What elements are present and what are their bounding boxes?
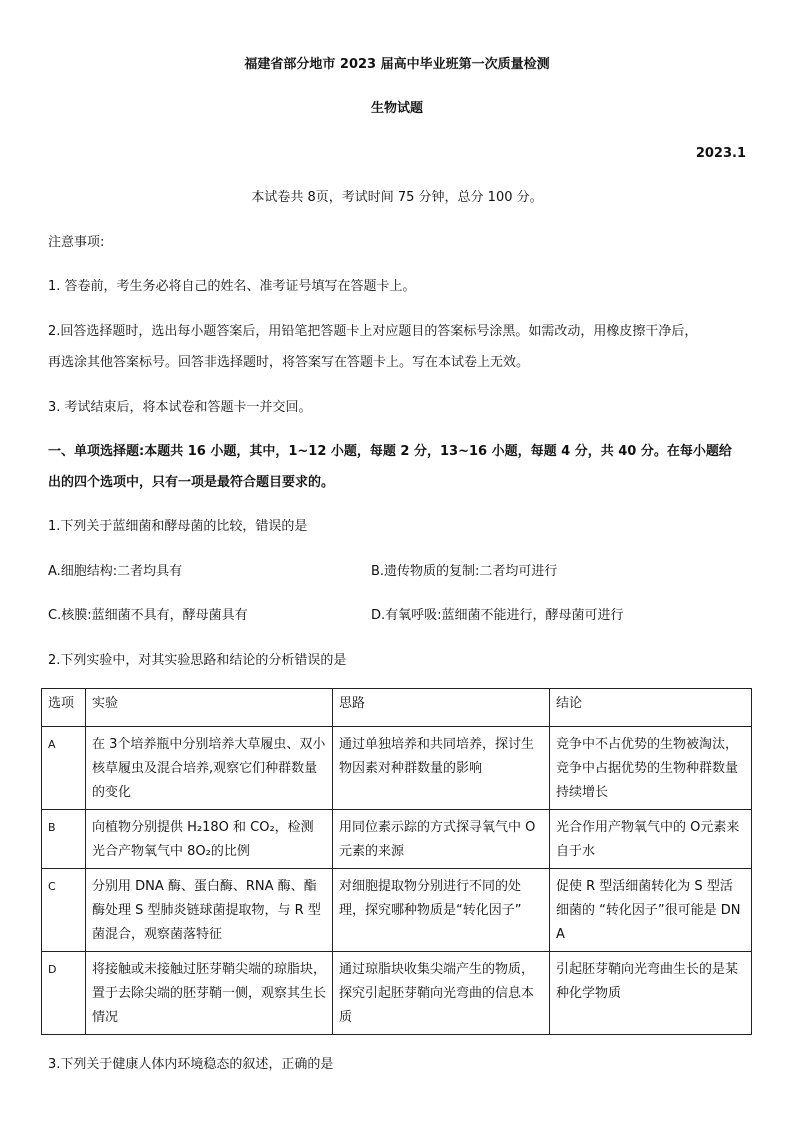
header-experiment: 实验 [86, 689, 333, 727]
experiment-cell: 向植物分别提供 H₂18O 和 CO₂，检测光合产物氧气中 8O₂的比例 [86, 810, 333, 869]
table-header-row [42, 689, 752, 727]
notice-item-3: 3. 考试结束后，将本试卷和答题卡一并交回。 [48, 400, 312, 415]
section-1-line-2: 出的四个选项中，只有一项是最符合题目要求的。 [48, 475, 335, 490]
notice-heading: 注意事项: [48, 235, 105, 250]
conclusion-cell: 促使 R 型活细菌转化为 S 型活细菌的 “转化因子”很可能是 DNA [550, 869, 752, 952]
header-conclusion: 结论 [550, 689, 752, 727]
conclusion-cell: 光合作用产物氧气中的 O元素来自于水 [550, 810, 752, 869]
notice-item-2-line-1: 2.回答选择题时，选出每小题答案后，用铅笔把答题卡上对应题目的答案标号涂黑。如需改动，用橡皮擦干净后， [48, 324, 698, 339]
idea-cell: 通过单独培养和共同培养，探讨生物因素对种群数量的影响 [333, 727, 550, 810]
question-1-option-c: C.核膜:蓝细菌不具有，酵母菌具有 [48, 608, 248, 623]
table-row [42, 869, 752, 952]
section-1-line-1: 一、单项选择题:本题共 16 小题，其中，1~12 小题，每题 2 分，13~16 小题，每题 4 分，共 40 分。在每小题给 [48, 444, 732, 459]
question-1-option-b: B.遗传物质的复制:二者均可进行 [371, 564, 558, 579]
exam-title: 福建省部分地市 2023 届高中毕业班第一次质量检测 [244, 57, 550, 72]
idea-cell: 通过琼脂块收集尖端产生的物质，探究引起胚芽鞘向光弯曲的信息本质 [333, 952, 550, 1035]
question-2-stem: 2.下列实验中，对其实验思路和结论的分析错误的是 [48, 653, 347, 668]
conclusion-cell: 引起胚芽鞘向光弯曲生长的是某种化学物质 [550, 952, 752, 1035]
notice-item-1: 1. 答卷前，考生务必将自己的姓名、准考证号填写在答题卡上。 [48, 279, 416, 294]
option-label: C [42, 869, 86, 952]
question-2-table [41, 688, 752, 1035]
experiment-cell: 将接触或未接触过胚芽鞘尖端的琼脂块，置于去除尖端的胚芽鞘一侧，观察其生长情况 [86, 952, 333, 1035]
idea-cell: 对细胞提取物分别进行不同的处理，探究哪种物质是“转化因子” [333, 869, 550, 952]
idea-cell: 用同位素示踪的方式探寻氧气中 O元素的来源 [333, 810, 550, 869]
exam-info: 本试卷共 8页，考试时间 75 分钟，总分 100 分。 [251, 190, 543, 205]
option-label: D [42, 952, 86, 1035]
header-option: 选项 [42, 689, 86, 727]
conclusion-cell: 竞争中不占优势的生物被淘汰，竞争中占据优势的生物种群数量持续增长 [550, 727, 752, 810]
notice-item-2-line-2: 再选涂其他答案标号。回答非选择题时，将答案写在答题卡上。写在本试卷上无效。 [48, 355, 530, 370]
experiment-cell: 分别用 DNA 酶、蛋白酶、RNA 酶、酯酶处理 S 型肺炎链球菌提取物，与 R 型菌混合，观察菌落特征 [86, 869, 333, 952]
table-row [42, 810, 752, 869]
table-row [42, 727, 752, 810]
question-1-option-a: A.细胞结构:二者均具有 [48, 564, 183, 579]
exam-date: 2023.1 [695, 146, 746, 161]
experiment-cell: 在 3个培养瓶中分别培养大草履虫、双小核草履虫及混合培养,观察它们种群数量的变化 [86, 727, 333, 810]
question-1-stem: 1.下列关于蓝细菌和酵母菌的比较，错误的是 [48, 519, 308, 534]
question-1-option-d: D.有氧呼吸:蓝细菌不能进行，酵母菌可进行 [371, 608, 624, 623]
option-label: A [42, 727, 86, 810]
header-idea: 思路 [333, 689, 550, 727]
table-row [42, 952, 752, 1035]
subject-title: 生物试题 [370, 101, 423, 116]
option-label: B [42, 810, 86, 869]
question-3-stem: 3.下列关于健康人体内环境稳态的叙述，正确的是 [48, 1057, 334, 1072]
